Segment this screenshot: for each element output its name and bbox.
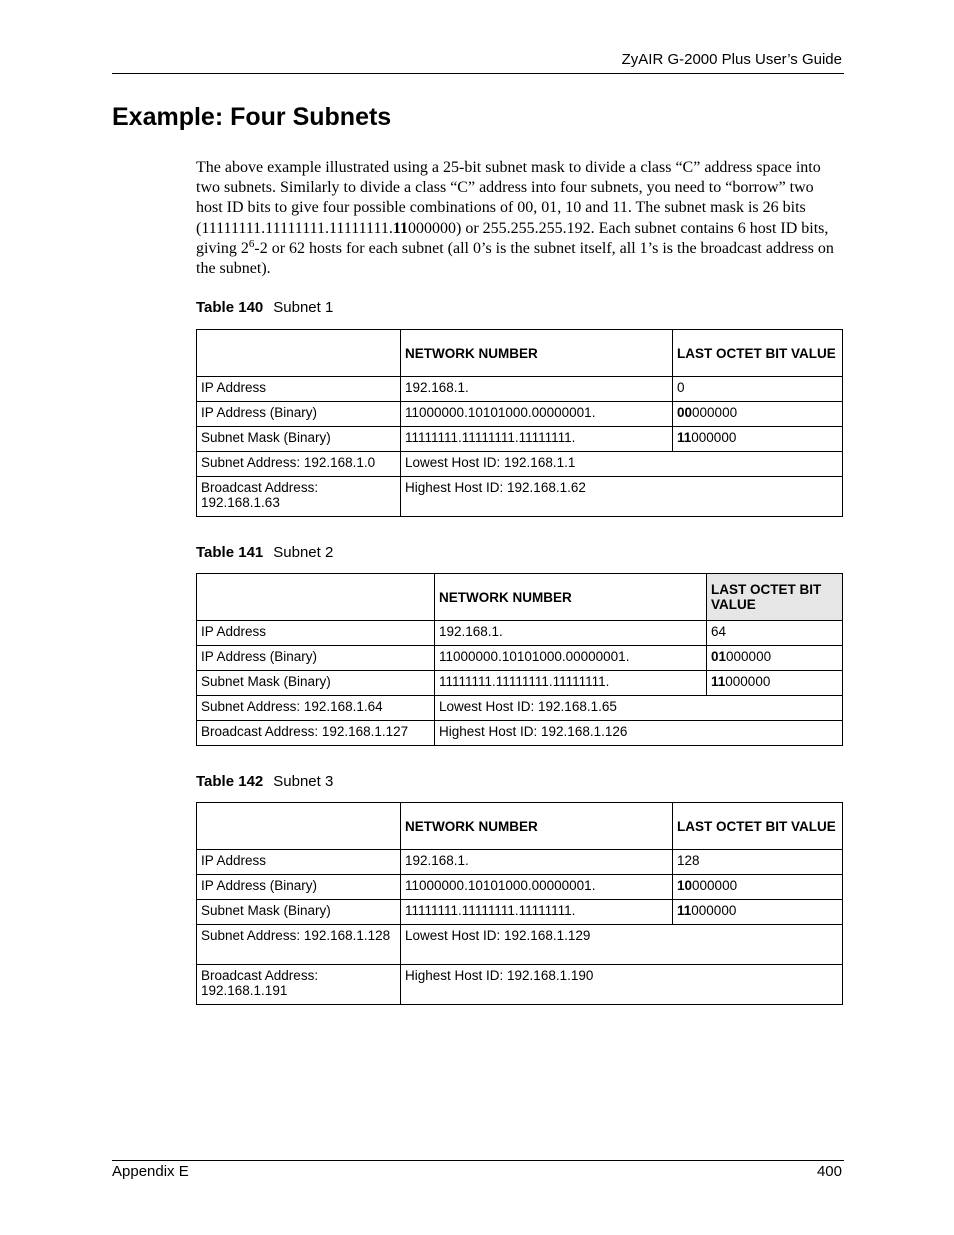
highest-host: Highest Host ID: 192.168.1.190 xyxy=(401,965,843,1005)
page-number: 400 xyxy=(816,1163,842,1180)
table-row xyxy=(197,900,843,925)
row-label: IP Address xyxy=(197,621,435,646)
network-value: 11000000.10101000.00000001. xyxy=(401,402,673,427)
header-last-octet: LAST OCTET BIT VALUE xyxy=(707,574,843,621)
broadcast-address: Broadcast Address: 192.168.1.127 xyxy=(197,721,435,746)
network-value: 192.168.1. xyxy=(401,850,673,875)
host-bits: 000000 xyxy=(692,405,738,420)
table-row xyxy=(197,925,843,965)
table-row xyxy=(197,621,843,646)
row-label: IP Address (Binary) xyxy=(197,646,435,671)
table-row xyxy=(197,646,843,671)
table-row xyxy=(197,427,843,452)
intro-text-1: The above example illustrated using a 25-bit subnet mask to divide a class “C” address space into two subnets. Similarly to divide a class “C” address into four subnets, you need to “borrow” two host ID bits to give four possible combinations of 00, 01, 10 and 11. The subnet mask is 26 bits (11111111.11111111.11111111. xyxy=(196,159,821,237)
intro-bold-bits: 11 xyxy=(392,219,408,237)
table-row xyxy=(197,671,843,696)
broadcast-address: Broadcast Address: 192.168.1.191 xyxy=(197,965,401,1005)
table-row xyxy=(197,477,843,517)
table-caption-number: Table 142 xyxy=(196,773,264,790)
last-octet-value: 0 xyxy=(673,377,843,402)
header-network-number: NETWORK NUMBER xyxy=(401,330,673,377)
last-octet-value xyxy=(673,427,843,452)
table-caption xyxy=(196,299,333,316)
header-last-octet: LAST OCTET BIT VALUE xyxy=(673,330,843,377)
subnet-table xyxy=(196,802,843,1005)
header-blank-cell xyxy=(197,803,401,850)
table-header-row xyxy=(197,330,843,377)
row-label: Subnet Mask (Binary) xyxy=(197,427,401,452)
guide-title: ZyAIR G-2000 Plus User’s Guide xyxy=(621,51,842,68)
table-row xyxy=(197,965,843,1005)
network-value: 11000000.10101000.00000001. xyxy=(401,875,673,900)
table-header-row xyxy=(197,574,843,621)
broadcast-address: Broadcast Address: 192.168.1.63 xyxy=(197,477,401,517)
last-octet-value xyxy=(707,671,843,696)
network-value: 11111111.11111111.11111111. xyxy=(401,900,673,925)
subnet-address: Subnet Address: 192.168.1.64 xyxy=(197,696,435,721)
footer-rule xyxy=(112,1160,844,1161)
table-row xyxy=(197,850,843,875)
last-octet-value xyxy=(673,402,843,427)
subnet-bits: 01 xyxy=(711,649,727,664)
table-row xyxy=(197,875,843,900)
header-blank-cell xyxy=(197,330,401,377)
last-octet-value xyxy=(707,646,843,671)
table-caption xyxy=(196,544,333,561)
subnet-table xyxy=(196,573,843,746)
footer-section-label: Appendix E xyxy=(112,1163,189,1180)
network-value: 11111111.11111111.11111111. xyxy=(401,427,673,452)
subnet-bits: 11 xyxy=(711,674,726,689)
table-caption-number: Table 140 xyxy=(196,299,264,316)
subnet-bits: 11 xyxy=(677,903,692,918)
intro-text-3: -2 or 62 hosts for each subnet (all 0’s is the subnet itself, all 1’s is the broadcast address on the subnet). xyxy=(196,239,834,278)
lowest-host: Lowest Host ID: 192.168.1.1 xyxy=(401,452,843,477)
host-bits: 000000 xyxy=(692,878,738,893)
highest-host: Highest Host ID: 192.168.1.126 xyxy=(435,721,843,746)
row-label: IP Address xyxy=(197,850,401,875)
table-row xyxy=(197,721,843,746)
table-caption xyxy=(196,773,333,790)
last-octet-value xyxy=(673,875,843,900)
subnet-bits: 11 xyxy=(677,430,692,445)
intro-paragraph xyxy=(196,158,844,279)
network-value: 192.168.1. xyxy=(401,377,673,402)
header-network-number: NETWORK NUMBER xyxy=(435,574,707,621)
header-blank-cell xyxy=(197,574,435,621)
table-row xyxy=(197,402,843,427)
header-rule xyxy=(112,73,844,74)
table-caption-title: Subnet 1 xyxy=(273,299,334,316)
header-network-number: NETWORK NUMBER xyxy=(401,803,673,850)
row-label: Subnet Mask (Binary) xyxy=(197,671,435,696)
table-caption-title: Subnet 3 xyxy=(273,773,334,790)
table-row xyxy=(197,696,843,721)
subnet-address: Subnet Address: 192.168.1.128 xyxy=(197,925,401,965)
last-octet-value xyxy=(673,900,843,925)
last-octet-value: 64 xyxy=(707,621,843,646)
table-caption-number: Table 141 xyxy=(196,544,264,561)
host-bits: 000000 xyxy=(726,649,772,664)
network-value: 11111111.11111111.11111111. xyxy=(435,671,707,696)
table-row xyxy=(197,377,843,402)
subnet-bits: 10 xyxy=(677,878,693,893)
row-label: Subnet Mask (Binary) xyxy=(197,900,401,925)
host-bits: 000000 xyxy=(691,903,737,918)
host-bits: 000000 xyxy=(725,674,771,689)
subnet-bits: 00 xyxy=(677,405,693,420)
page-heading: Example: Four Subnets xyxy=(112,103,392,131)
intro-text-2: 000000) or 255.255.255.192. Each subnet contains 6 host ID bits, giving 2 xyxy=(196,219,829,257)
table-row xyxy=(197,452,843,477)
table-header-row xyxy=(197,803,843,850)
table-caption-title: Subnet 2 xyxy=(273,544,334,561)
header-last-octet: LAST OCTET BIT VALUE xyxy=(673,803,843,850)
lowest-host: Lowest Host ID: 192.168.1.129 xyxy=(401,925,843,965)
row-label: IP Address (Binary) xyxy=(197,875,401,900)
network-value: 11000000.10101000.00000001. xyxy=(435,646,707,671)
intro-exponent: 6 xyxy=(248,237,255,250)
row-label: IP Address xyxy=(197,377,401,402)
row-label: IP Address (Binary) xyxy=(197,402,401,427)
subnet-table xyxy=(196,329,843,517)
lowest-host: Lowest Host ID: 192.168.1.65 xyxy=(435,696,843,721)
host-bits: 000000 xyxy=(691,430,737,445)
network-value: 192.168.1. xyxy=(435,621,707,646)
subnet-address: Subnet Address: 192.168.1.0 xyxy=(197,452,401,477)
last-octet-value: 128 xyxy=(673,850,843,875)
highest-host: Highest Host ID: 192.168.1.62 xyxy=(401,477,843,517)
